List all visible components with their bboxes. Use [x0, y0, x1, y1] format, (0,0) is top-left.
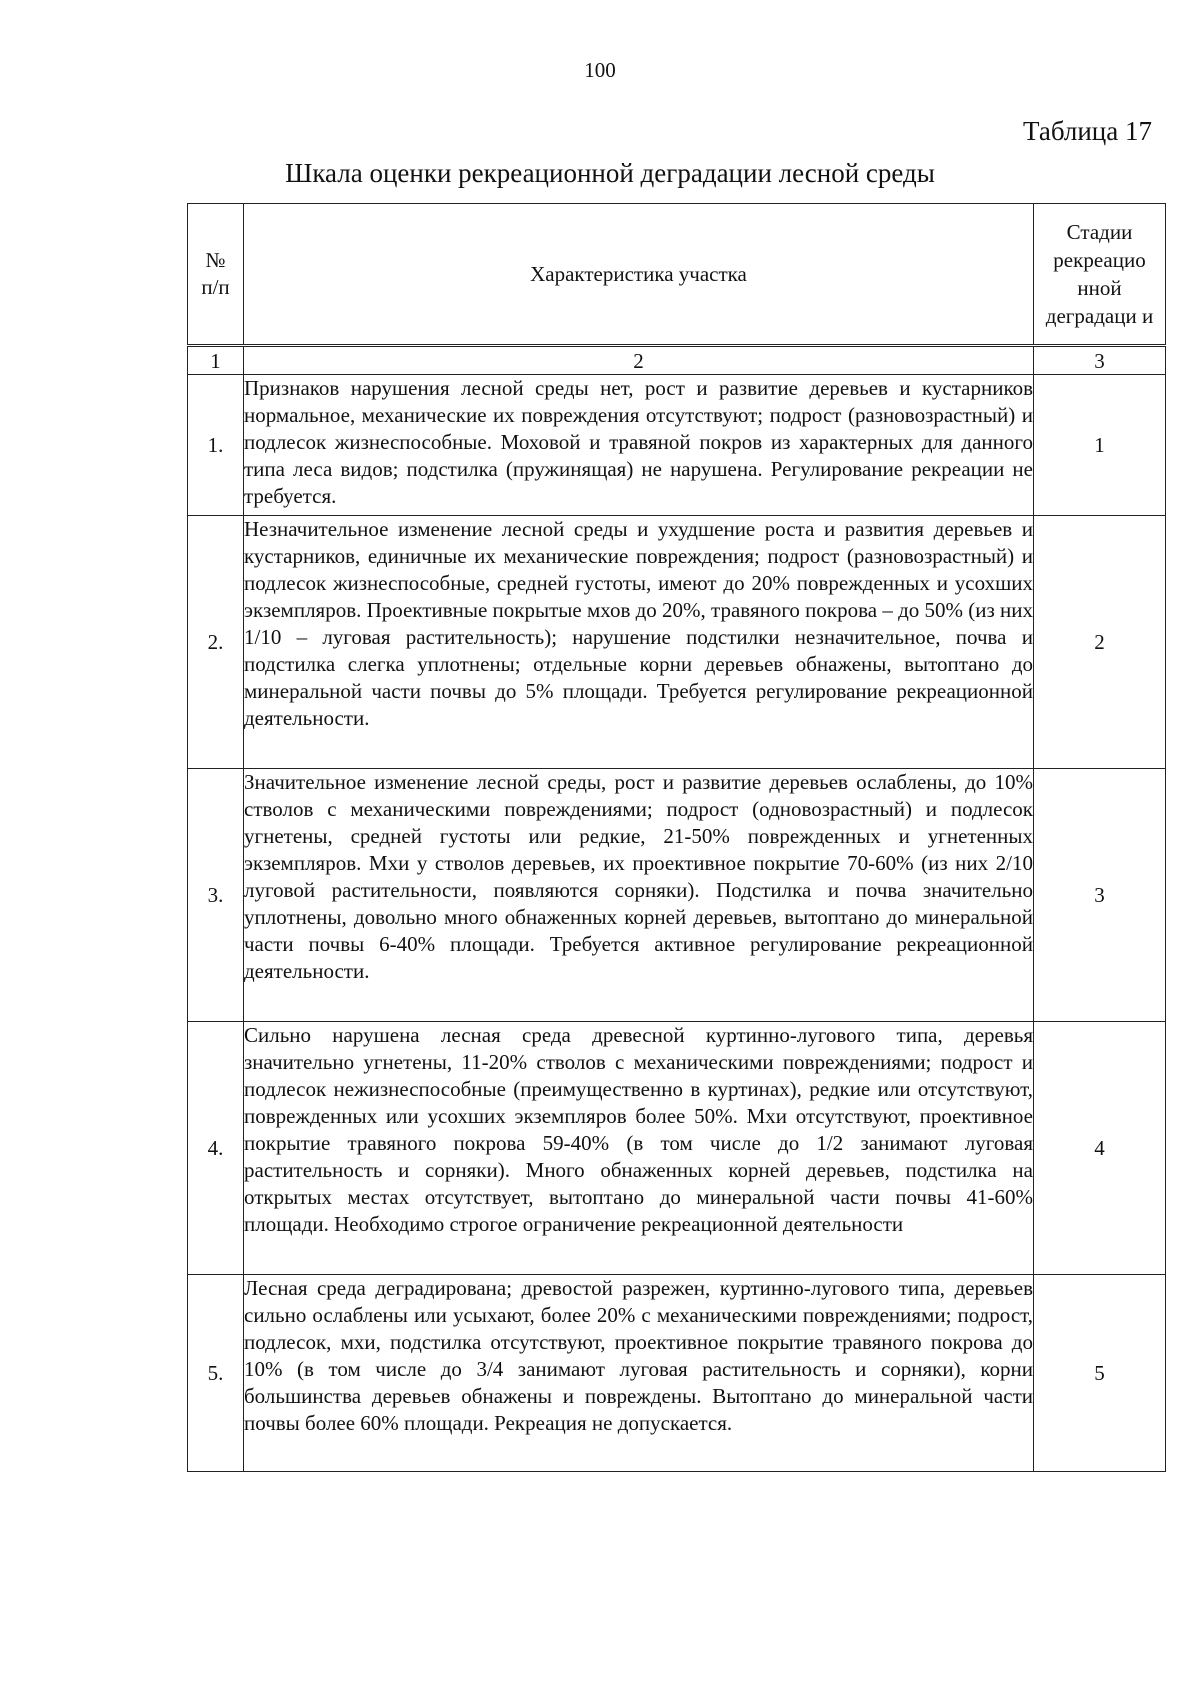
row-description: Лесная среда деградирована; древостой разрежен, куртинно-лугового типа, деревьев сильно ослаблены или усыхают, более 20% с механическими повреждениями; подрост, подлесок, мхи, подстилка отсутствуют, проективное покрытие травяного покрова до 10% (в том числе до 3/4 занимают луговая растительность и сорняки), корни большинства деревьев обнажены и повреждены. Вытоптано до минеральной части почвы более 60% площади. Рекреация не допускается. [244, 1275, 1034, 1472]
header-number [188, 204, 244, 346]
row-stage: 4 [1034, 1022, 1166, 1275]
table-row [188, 769, 1166, 1022]
row-description: Значительное изменение лесной среды, рост и развитие деревьев ослаблены, до 10% стволов с механическими повреждениями; подрост (одновозрастный) и подлесок угнетены, средней густоты или редкие, 21-50% поврежденных и угнетенных экземпляров. Мхи у стволов деревьев, их проективное покрытие 70-60% (из них 2/10 луговой растительности, появляются сорняки). Подстилка и почва значительно уплотнены, довольно много обнаженных корней деревьев, вытоптано до минеральной части почвы 6-40% площади. Требуется активное регулирование рекреационной деятельности. [244, 769, 1034, 1022]
table-row [188, 1275, 1166, 1472]
table-row [188, 375, 1166, 516]
column-number-3: 3 [1034, 346, 1166, 375]
table-label: Таблица 17 [1023, 116, 1152, 146]
header-number-symbol: № [205, 248, 226, 272]
table-row [188, 516, 1166, 769]
column-number-1: 1 [188, 346, 244, 375]
row-description: Сильно нарушена лесная среда древесной куртинно-лугового типа, деревья значительно угнетены, 11-20% стволов с механическими повреждениями; подрост и подлесок нежизнеспособные (преимущественно в куртинах), редкие или отсутствуют, поврежденных или усохших экземпляров более 50%. Мхи отсутствуют, проективное покрытие травяного покрова 59-40% (в том числе до 1/2 занимают луговая растительность и сорняки). Много обнаженных корней деревьев, подстилка на открытых местах отсутствует, вытоптано до минеральной части почвы 41-60% площади. Необходимо строгое ограничение рекреационной деятельности [244, 1022, 1034, 1275]
row-stage: 3 [1034, 769, 1166, 1022]
row-index: 1. [188, 375, 244, 516]
table-row [188, 1022, 1166, 1275]
degradation-scale-table [187, 203, 1166, 1472]
row-index: 2. [188, 516, 244, 769]
row-index: 4. [188, 1022, 244, 1275]
row-stage: 2 [1034, 516, 1166, 769]
column-numbers-row [188, 346, 1166, 375]
header-number-abbrev: п/п [201, 275, 230, 299]
table-header-row [188, 204, 1166, 346]
header-description: Характеристика участка [244, 204, 1034, 346]
row-index: 3. [188, 769, 244, 1022]
page-number: 100 [584, 58, 616, 82]
row-stage: 5 [1034, 1275, 1166, 1472]
row-description: Признаков нарушения лесной среды нет, рост и развитие деревьев и кустарников нормальное, механические их повреждения отсутствуют; подрост (разновозрастный) и подлесок жизнеспособные. Моховой и травяной покров из характерных для данного типа леса видов; подстилка (пружинящая) не нарушена. Регулирование рекреации не требуется. [244, 375, 1034, 516]
row-index: 5. [188, 1275, 244, 1472]
column-number-2: 2 [244, 346, 1034, 375]
row-description: Незначительное изменение лесной среды и ухудшение роста и развития деревьев и кустарников, единичные их механические повреждения; подрост (разновозрастный) и подлесок жизнеспособные, средней густоты, имеют до 20% поврежденных и усохших экземпляров. Проективные покрытые мхов до 20%, травяного покрова – до 50% (из них 1/10 – луговая растительность); нарушение подстилки незначительное, почва и подстилка слегка уплотнены; отдельные корни деревьев обнажены, вытоптано до минеральной части почвы до 5% площади. Требуется регулирование рекреационной деятельности. [244, 516, 1034, 769]
table-title: Шкала оценки рекреационной деградации лесной среды [285, 158, 935, 188]
row-stage: 1 [1034, 375, 1166, 516]
header-stage: Стадии рекреацио нной деградаци и [1034, 204, 1166, 346]
